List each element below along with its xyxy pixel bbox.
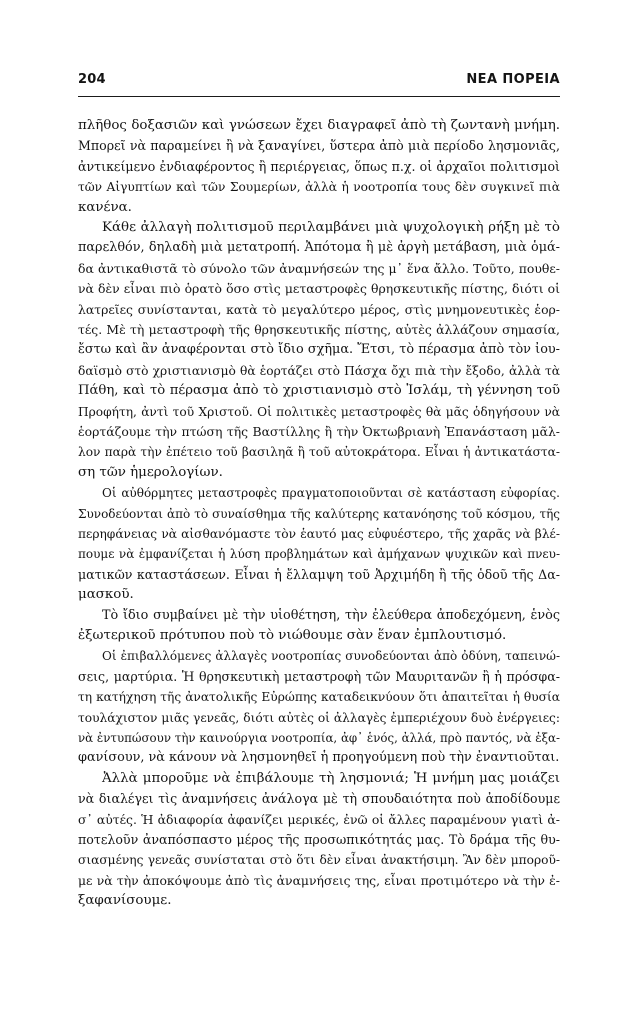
text-line: τῶν Αἰγυπτίων καὶ τῶν Σουμερίων, ἀλλὰ ἡ νοοτροπία τους δὲν συγκινεῖ πιὰ bbox=[78, 180, 560, 195]
text-line: νὰ ἐντυπώσουν τὴν καινούργια νοοτροπία, ἀφ᾽ ἑνός, ἀλλά, πρὸ παντός, νὰ ἐξα- bbox=[78, 731, 560, 745]
text-line: σ᾽ αὐτές. Ἡ ἀδιαφορία ἀφανίζει μερικές, ἐνῶ οἱ ἄλλες παραμένουν γιατὶ ἀ- bbox=[78, 811, 560, 827]
text-line: ση τῶν ἡμερολογίων. bbox=[78, 464, 223, 480]
text-line: Τὸ ἴδιο συμβαίνει μὲ τὴν υἱοθέτηση, τὴν ἐλεύθερα ἀποδεχόμενη, ἑνὸς bbox=[102, 607, 560, 623]
text-line: κανένα. bbox=[78, 199, 132, 215]
text-line: τουλάχιστον μιᾶς γενεᾶς, διότι αὐτὲς οἱ ἀλλαγὲς ἐμπεριέχουν δυὸ ἐνέργειες: bbox=[78, 710, 560, 725]
text-line: σεις, μαρτύρια. Ἡ θρησκευτικὴ μεταστροφὴ τῶν Μαυριτανῶν ἢ ἡ πρόσφα- bbox=[78, 668, 560, 684]
text-line: Μπορεῖ νὰ παραμείνει ἢ νὰ ξαναγίνει, ὕστερα ἀπὸ μιὰ περίοδο λησμονιᾶς, bbox=[78, 138, 560, 154]
text-line: νὰ διαλέγει τὶς ἀναμνήσεις ἀνάλογα μὲ τὴ σπουδαιότητα ποὺ ἀποδίδουμε bbox=[78, 791, 560, 807]
text-line: Οἱ ἐπιβαλλόμενες ἀλλαγὲς νοοτροπίας συνοδεύονται ἀπὸ ὀδύνη, ταπεινώ- bbox=[102, 649, 560, 664]
text-line: μασκοῦ. bbox=[78, 587, 134, 603]
text-line: Πάθη, καὶ τὸ πέρασμα ἀπὸ τὸ χριστιανισμὸ στὸ Ἰσλάμ, τὴ γέννηση τοῦ bbox=[78, 383, 560, 399]
text-line: Συνοδεύονται ἀπὸ τὸ συναίσθημα τῆς καλύτερης κατανόησης τοῦ κόσμου, τῆς bbox=[78, 506, 560, 521]
text-line: ἐξωτερικοῦ πρότυπου ποὺ τὸ νιώθουμε σὰν ἕναν ἐμπλουτισμό. bbox=[78, 628, 507, 643]
text-line: Προφήτη, ἀντὶ τοῦ Χριστοῦ. Οἱ πολιτικὲς μεταστροφὲς θὰ μᾶς ὁδηγήσουν νὰ bbox=[78, 404, 560, 419]
text-line: νὰ δὲν εἶναι πιὸ ὁρατὸ ὅσο στὶς μεταστροφὲς θρησκευτικῆς πίστης, διότι οἱ bbox=[78, 281, 560, 297]
text-line: φανίσουν, νὰ κάνουν νὰ λησμονηθεῖ ἡ προηγούμενη ποὺ τὴν ἐναντιοῦται. bbox=[78, 750, 560, 766]
text-line: λατρεῖες συνίστανται, κατὰ τὸ μεγαλύτερο μέρος, στὶς μνημονευτικὲς ἑορ- bbox=[78, 301, 560, 317]
text-line: ματικῶν καταστάσεων. Εἶναι ἡ ἔλλαμψη τοῦ Ἀρχιμήδη ἢ τῆς ὁδοῦ τῆς Δα- bbox=[78, 566, 560, 582]
text-line: πουμε νὰ ἐμφανίζεται ἡ λύση προβλημάτων καὶ ἀμήχανων ψυχικῶν καὶ πνευ- bbox=[78, 547, 560, 562]
text-line: ἀντικείμενο ἐνδιαφέροντος ἢ περιέργειας, ὅπως π.χ. οἱ ἀρχαῖοι πολιτισμοὶ bbox=[78, 158, 560, 174]
header-rule bbox=[78, 96, 560, 97]
text-line: ξαφανίσουμε. bbox=[78, 893, 172, 909]
text-line: παρελθόν, δηλαδὴ μιὰ μετατροπή. Ἀπότομα ἢ μὲ ἀργὴ μετάβαση, μιὰ ὁμά- bbox=[78, 240, 560, 256]
text-line: δα ἀντικαθιστᾶ τὸ σύνολο τῶν ἀναμνήσεών της μ᾽ ἕνα ἄλλο. Τοῦτο, πουθε- bbox=[78, 260, 560, 276]
text-line: τές. Μὲ τὴ μεταστροφὴ τῆς θρησκευτικῆς πίστης, αὐτὲς ἀλλάζουν σημασία, bbox=[78, 322, 560, 337]
text-line: με νὰ τὴν ἀποκόψουμε ἀπὸ τὶς ἀναμνήσεις της, εἶναι προτιμότερο νὰ τὴν ἐ- bbox=[78, 872, 560, 888]
text-line: σιασμένης γενεᾶς συνίσταται στὸ ὅτι δὲν εἶναι ἀνακτήσιμη. Ἂν δὲν μποροῦ- bbox=[78, 853, 560, 868]
page-header bbox=[78, 72, 560, 94]
text-line: Οἱ αὐθόρμητες μεταστροφὲς πραγματοποιοῦνται σὲ κατάσταση εὐφορίας. bbox=[102, 486, 560, 501]
text-line: περηφάνειας νὰ αἰσθανόμαστε τὸν ἑαυτό μας εὐφυέστερο, τῆς χαρᾶς νὰ βλέ- bbox=[78, 527, 560, 541]
text-line: Ἀλλὰ μποροῦμε νὰ ἐπιβάλουμε τὴ λησμονιά; Ἡ μνήμη μας μοιάζει bbox=[102, 770, 560, 786]
text-line: δαϊσμὸ στὸ χριστιανισμὸ θὰ ἑορτάζει στὸ Πάσχα ὄχι πιὰ τὴν ἔξοδο, ἀλλὰ τὰ bbox=[78, 363, 560, 378]
text-line: ἔστω καὶ ἂν ἀναφέρονται στὸ ἴδιο σχῆμα. Ἔτσι, τὸ πέρασμα ἀπὸ τὸν ἰου- bbox=[78, 342, 560, 358]
text-line: λον παρὰ τὴν ἐπέτειο τοῦ βασιληᾶ ἢ τοῦ αὐτοκράτορα. Εἶναι ἡ ἀντικατάστα- bbox=[78, 445, 560, 460]
text-line: τη κατήχηση τῆς ἀνατολικῆς Εὐρώπης καταδεικνύουν ὅτι ἀπαιτεῖται ἡ θυσία bbox=[78, 690, 560, 705]
text-line: Κάθε ἀλλαγὴ πολιτισμοῦ περιλαμβάνει μιὰ ψυχολογικὴ ρήξη μὲ τὸ bbox=[102, 220, 560, 235]
text-line: ποτελοῦν ἀναπόσπαστο μέρος τῆς προσωπικότητάς μας. Τὸ δράμα τῆς θυ- bbox=[78, 832, 560, 847]
text-line: ἑορτάζουμε τὴν πτώση τῆς Βαστίλλης ἢ τὴν Ὀκτωβριανὴ Ἐπανάσταση μᾶλ- bbox=[78, 424, 560, 439]
text-line: πλῆθος δοξασιῶν καὶ γνώσεων ἔχει διαγραφεῖ ἀπὸ τὴ ζωντανὴ μνήμη. bbox=[78, 118, 560, 133]
page-number: 204 bbox=[78, 72, 106, 87]
running-title: ΝΕΑ ΠΟΡΕΙΑ bbox=[466, 72, 560, 87]
